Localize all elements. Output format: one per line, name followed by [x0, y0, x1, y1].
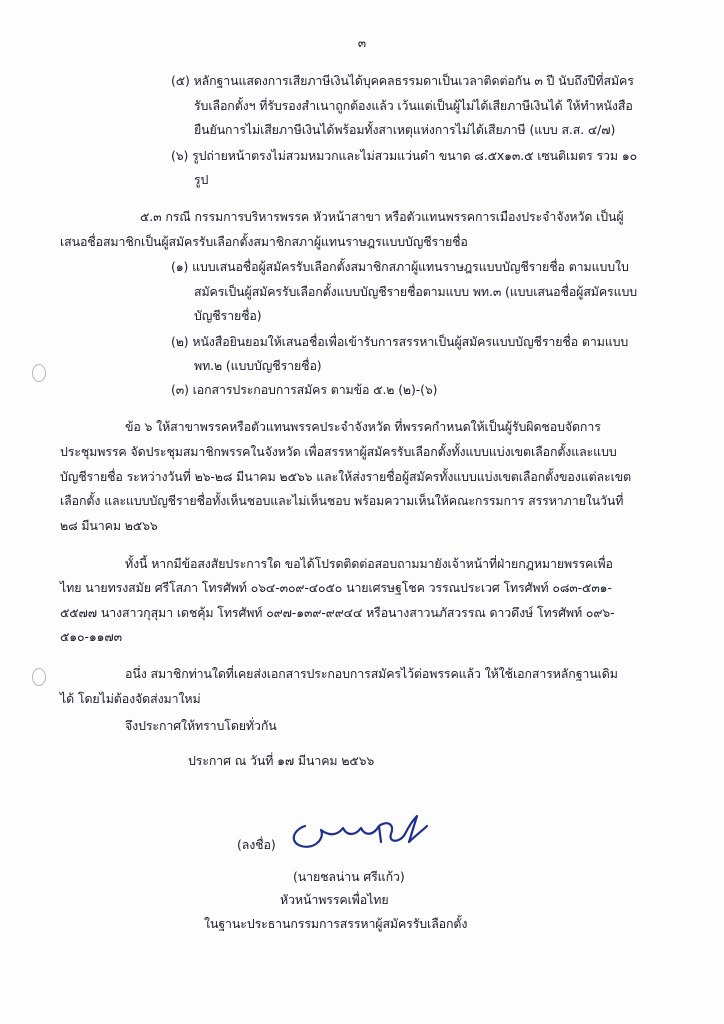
- punch-hole-top: [32, 364, 46, 382]
- sub-item-3: (๓) เอกสารประกอบการสมัคร ตามข้อ ๕.๒ (๒)-(๖): [171, 382, 438, 397]
- signatory-title: หัวหน้าพรรคเพื่อไทย: [280, 892, 389, 907]
- note-line-2: ได้ โดยไม่ต้องจัดส่งมาใหม่: [60, 691, 201, 706]
- item-6-line-1: (๖) รูปถ่ายหน้าตรงไม่สวมหมวกและไม่สวมแว่นดำ ขนาด ๘.๕x๑๓.๕ เซนติเมตร รวม ๑๐: [171, 148, 638, 163]
- announcement-text: จึงประกาศให้ทราบโดยทั่วกัน: [125, 718, 277, 733]
- clause-6-line-4: เลือกตั้ง และแบบบัญชีรายชื่อทั้งเห็นชอบและไม่เห็นชอบ พร้อมความเห็นให้คณะกรรมการ สรรหาภายในวันที่: [60, 493, 624, 508]
- clause-6-line-2: ประชุมพรรค จัดประชุมสมาชิกพรรคในจังหวัด เพื่อสรรหาผู้สมัครรับเลือกตั้งทั้งแบบแบ่งเขตเลือกตั้งและแบบ: [60, 444, 617, 459]
- contact-line-3: ๕๕๗๗ นางสาวกุสุมา เดชคุ้ม โทรศัพท์ ๐๙๗-๑๓๙-๙๙๔๔ หรือนางสาวนภัสวรรณ ดาวดึงษ์ โทรศัพท์ ๐๙๖-: [60, 605, 615, 620]
- clause-6-line-5: ๒๘ มีนาคม ๒๕๖๖: [60, 518, 158, 533]
- item-5-line-3: ยืนยันการไม่เสียภาษีเงินได้พร้อมทั้งสาเหตุแห่งการไม่ได้เสียภาษี (แบบ ส.ส. ๔/๗): [194, 122, 616, 137]
- sub-item-2-line-1: (๒) หนังสือยินยอมให้เสนอชื่อเพื่อเข้ารับการสรรหาเป็นผู้สมัครแบบบัญชีรายชื่อ ตามแบบ: [171, 334, 629, 349]
- section-5-3-line-2: เสนอชื่อสมาชิกเป็นผู้สมัครรับเลือกตั้งสมาชิกสภาผู้แทนราษฎรแบบบัญชีรายชื่อ: [60, 234, 468, 249]
- punch-hole-bottom: [32, 668, 46, 686]
- clause-6-line-1: ข้อ ๖ ให้สาขาพรรคหรือตัวแทนพรรคประจำจังหวัด ที่พรรคกำหนดให้เป็นผู้รับผิดชอบจัดการ: [125, 419, 601, 434]
- signatory-name: (นายชลน่าน ศรีแก้ว): [293, 869, 405, 884]
- contact-line-1: ทั้งนี้ หากมีข้อสงสัยประการใด ขอได้โปรดติดต่อสอบถามมายังเจ้าหน้าที่ฝ่ายกฎหมายพรรคเพื่อ: [125, 556, 613, 571]
- sub-item-1-line-2: สมัครเป็นผู้สมัครรับเลือกตั้งแบบบัญชีรายชื่อตามแบบ พท.๓ (แบบเสนอชื่อผู้สมัครแบบ: [194, 284, 638, 299]
- item-5-line-1: (๕) หลักฐานแสดงการเสียภาษีเงินได้บุคคลธรรมดาเป็นเวลาติดต่อกัน ๓ ปี นับถึงปีที่สมัคร: [171, 73, 634, 88]
- section-5-3-line-1: ๕.๓ กรณี กรรมการบริหารพรรค หัวหน้าสาขา หรือตัวแทนพรรคการเมืองประจำจังหวัด เป็นผู้: [140, 209, 624, 224]
- item-5-line-2: รับเลือกตั้งฯ ที่รับรองสำเนาถูกต้องแล้ว เว้นแต่เป็นผู้ไม่ได้เสียภาษีเงินได้ ให้ทำหนังสือ: [194, 98, 633, 113]
- note-line-1: อนึ่ง สมาชิกท่านใดที่เคยส่งเอกสารประกอบการสมัครไว้ต่อพรรคแล้ว ให้ใช้เอกสารหลักฐานเดิม: [125, 666, 618, 681]
- announcement-date: ประกาศ ณ วันที่ ๑๗ มีนาคม ๒๕๖๖: [188, 753, 375, 768]
- contact-line-4: ๕๑๐-๑๑๗๓: [60, 629, 122, 644]
- signatory-role: ในฐานะประธานกรรมการสรรหาผู้สมัครรับเลือกตั้ง: [204, 916, 468, 931]
- clause-6-line-3: บัญชีรายชื่อ ระหว่างวันที่ ๒๖-๒๘ มีนาคม ๒๕๖๖ และให้ส่งรายชื่อผู้สมัครทั้งแบบแบ่งเขตเลือกตั้งของแต่ละเขต: [60, 469, 632, 484]
- contact-line-2: ไทย นายทรงสมัย ศรีโสภา โทรศัพท์ ๐๖๔-๓๐๙-๔๐๕๐ นายเศรษฐโชค วรรณประเวศ โทรศัพท์ ๐๘๓-๕๓๑-: [60, 580, 612, 595]
- page-number: ๓: [357, 36, 367, 50]
- sub-item-2-line-2: พท.๒ (แบบบัญชีรายชื่อ): [194, 358, 322, 373]
- signature: [285, 806, 435, 854]
- sub-item-1-line-1: (๑) แบบเสนอชื่อผู้สมัครรับเลือกตั้งสมาชิกสภาผู้แทนราษฎรแบบบัญชีรายชื่อ ตามแบบใบ: [171, 259, 629, 274]
- sub-item-1-line-3: บัญชีรายชื่อ): [194, 308, 262, 323]
- item-6-line-2: รูป: [194, 172, 209, 187]
- signed-label: (ลงชื่อ): [237, 837, 276, 852]
